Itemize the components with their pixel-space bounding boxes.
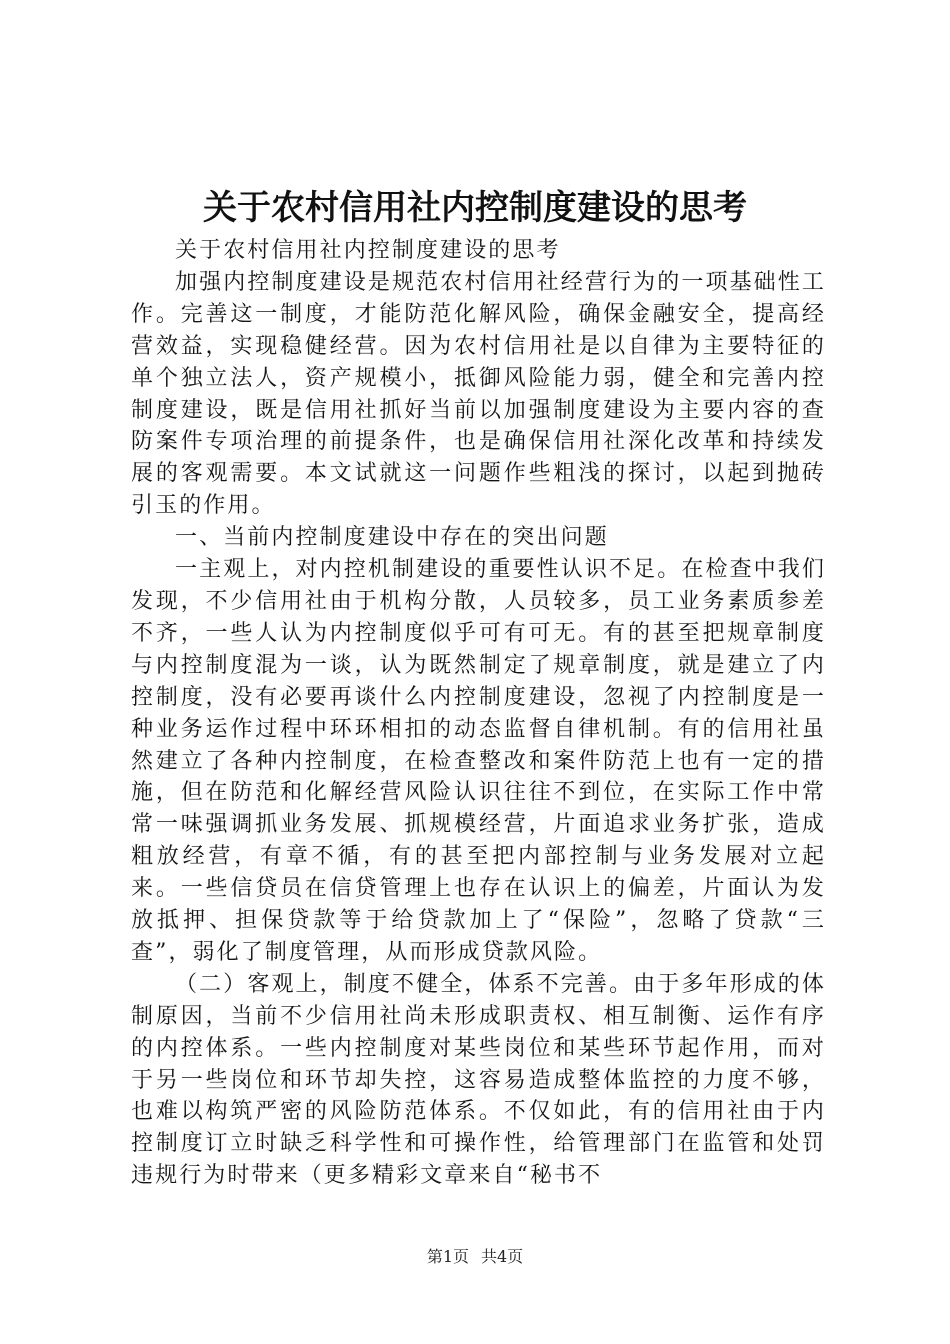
intro-paragraph: 加强内控制度建设是规范农村信用社经营行为的一项基础性工作。完善这一制度，才能防范化解风险，确保金融安全，提高经营效益，实现稳健经营。因为农村信用社是以自律为主要特征的单个独立法人，资产规模小，抵御风险能力弱，健全和完善内控制度建设，既是信用社抓好当前以加强制度建设为主要内容的查防案件专项治理的前提条件，也是确保信用社深化改革和持续发展的客观需要。本文试就这一问题作些粗浅的探讨，以起到抛砖引玉的作用。 [131,269,826,519]
subjective-issue-paragraph: 一主观上，对内控机制建设的重要性认识不足。在检查中我们发现，不少信用社由于机构分散，人员较多，员工业务素质参差不齐，一些人认为内控制度似乎可有可无。有的甚至把规章制度与内控制度混为一谈，认为既然制定了规章制度，就是建立了内控制度，没有必要再谈什么内控制度建设，忽视了内控制度是一种业务运作过程中环环相扣的动态监督自律机制。有的信用社虽然建立了各种内控制度，在检查整改和案件防范上也有一定的措施，但在防范和化解经营风险认识往往不到位，在实际工作中常常一味强调抓业务发展、抓规模经营，片面追求业务扩张，造成粗放经营，有章不循，有的甚至把内部控制与业务发展对立起来。一些信贷员在信贷管理上也存在认识上的偏差，片面认为发放抵押、担保贷款等于给贷款加上了“保险”，忽略了贷款“三查”，弱化了制度管理，从而形成贷款风险。 [131,557,826,965]
objective-issue-paragraph: （二）客观上，制度不健全，体系不完善。由于多年形成的体制原因，当前不少信用社尚未形成职责权、相互制衡、运作有序的内控体系。一些内控制度对某些岗位和某些环节起作用，而对于另一些岗位和环节却失控，这容易造成整体监控的力度不够，也难以构筑严密的风险防范体系。不仅如此，有的信用社由于内控制度订立时缺乏科学性和可操作性，给管理部门在监管和处罚违规行为时带来（更多精彩文章来自“秘书不 [131,971,826,1189]
document-body [131,235,826,1192]
page-number: 第1页 [426,1247,469,1266]
page-footer [0,1245,950,1269]
document-title: 关于农村信用社内控制度建设的思考 [203,188,747,228]
section-heading: 一、当前内控制度建设中存在的突出问题 [175,525,609,551]
page-total: 共4页 [481,1247,524,1266]
subtitle-paragraph: 关于农村信用社内控制度建设的思考 [175,238,561,263]
